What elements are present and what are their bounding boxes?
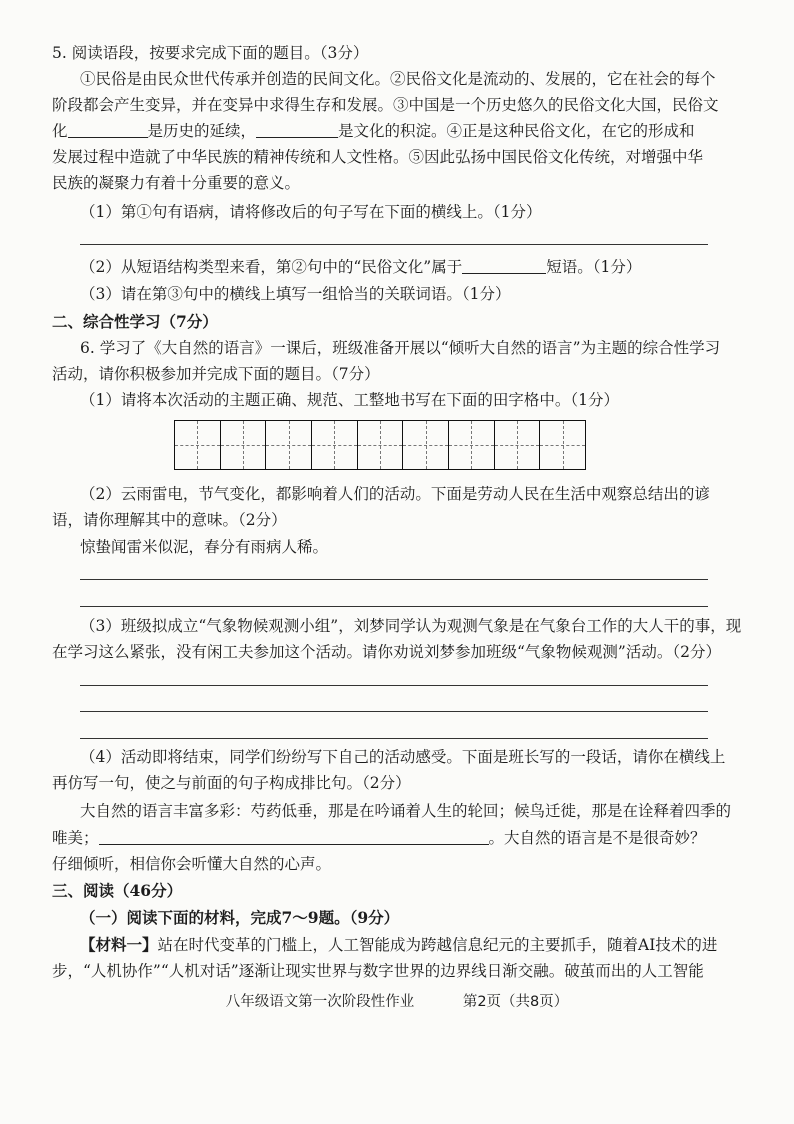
q6-subquestion-2-line-1: （2）云雨雷电，节气变化，都影响着人们的活动。下面是劳动人民在生活中观察总结出的谚 [80,485,710,503]
q6-subquestion-4-line-1: （4）活动即将结束，同学们纷纷写下自己的活动感受。下面是班长写的一段话，请你在横线上 [80,748,726,766]
tianzige-grid[interactable] [174,420,586,470]
q5-passage-text: 是文化的积淀。④正是这种民俗文化，在它的形成和 [338,122,695,140]
q6-subquestion-4-line-2: 再仿写一句，使之与前面的句子构成排比句。（2分） [52,774,411,792]
q6-intro-line-1: 6. 学习了《大自然的语言》一课后，班级准备开展以“倾听大自然的语言”为主题的综合性学习 [80,339,721,357]
proverb-text: 惊蛰闻雷米似泥，春分有雨病人稀。 [80,538,329,556]
q5-passage-line-5: 民族的凝聚力有着十分重要的意义。 [52,174,301,192]
q6-intro-line-2: 活动，请你积极参加并完成下面的题目。（7分） [52,365,380,383]
imitation-paragraph-line-1: 大自然的语言丰富多彩：芍药低垂，那是在吟诵着人生的轮回；候鸟迁徙，那是在诠释着四季的 [80,802,732,820]
q5-passage-line-3 [52,120,712,142]
q6-subquestion-3-line-2: 在学习这么紧张，没有闲工夫参加这个活动。请你劝说刘梦参加班级“气象物候观测”活动。（2分） [52,643,721,661]
q5-passage-line-2: 阶段都会产生变异，并在变异中求得生存和发展。③中国是一个历史悠久的民俗文化大国，民俗文 [52,96,719,114]
q5-blank-3[interactable] [462,257,546,274]
material-1-line-2: 步，“人机协作”“人机对话”逐渐让现实世界与数字世界的边界线日渐交融。破茧而出的人工智能 [52,962,704,980]
tianzige-cell[interactable] [175,421,221,469]
q6-subquestion-1: （1）请将本次活动的主题正确、规范、工整地书写在下面的田字格中。（1分） [80,391,619,409]
tianzige-cell[interactable] [312,421,358,469]
footer-page-number: 第2页（共8页） [462,994,569,1010]
section-heading: 三、阅读（46分） [52,881,183,900]
q5-subquestion-2-text: 短语。（1分） [546,258,642,276]
answer-line[interactable] [80,738,708,739]
imitation-paragraph-line-3: 仔细倾听，相信你会听懂大自然的心声。 [52,855,332,873]
q5-title: 5. 阅读语段，按要求完成下面的题目。（3分） [52,44,369,62]
tianzige-cell[interactable] [266,421,312,469]
q5-blank-1[interactable] [68,121,148,138]
imitation-blank[interactable] [99,828,489,845]
material-1-line-1 [80,934,740,956]
imitation-paragraph-line-2 [52,827,712,849]
material-1-label: 【材料一】 [80,935,158,954]
q5-subquestion-3: （3）请在第③句中的横线上填写一组恰当的关联词语。（1分） [80,285,511,303]
q5-passage-line-4: 发展过程中造就了中华民族的精神传统和人文性格。⑤因此弘扬中国民俗文化传统，对增强中华 [52,148,704,166]
page-footer [0,990,794,1011]
q5-passage-text: 是历史的延续， [147,122,257,140]
answer-line[interactable] [80,606,708,607]
answer-line[interactable] [80,685,708,686]
tianzige-cell[interactable] [403,421,449,469]
q5-subquestion-2-text: （2）从短语结构类型来看，第②句中的“民俗文化”属于 [80,258,463,276]
tianzige-cell[interactable] [221,421,267,469]
section-heading: 二、综合性学习（7分） [52,312,218,331]
reading-subsection-title: （一）阅读下面的材料，完成7～9题。（9分） [80,908,400,927]
tianzige-cell[interactable] [358,421,404,469]
q6-subquestion-3-line-1: （3）班级拟成立“气象物候观测小组”，刘梦同学认为观测气象是在气象台工作的大人干的事，现 [80,617,742,635]
footer-exam-title: 八年级语文第一次阶段性作业 [225,994,415,1010]
answer-line[interactable] [80,244,708,245]
answer-line[interactable] [80,711,708,712]
tianzige-cell[interactable] [449,421,495,469]
q6-subquestion-2-line-2: 语，请你理解其中的意味。（2分） [52,511,287,529]
answer-line[interactable] [80,579,708,580]
tianzige-cell[interactable] [495,421,541,469]
imitation-paragraph-text: 唯美； [52,829,99,847]
q5-subquestion-1: （1）第①句有语病，请将修改后的句子写在下面的横线上。（1分） [80,203,542,221]
q5-passage-line-1: ①民俗是由民众世代传承并创造的民间文化。②民俗文化是流动的、发展的，它在社会的每个 [80,70,716,88]
imitation-paragraph-text: 。大自然的语言是不是很奇妙？ [488,829,706,847]
material-1-text: 站在时代变革的门槛上，人工智能成为跨越信息纪元的主要抓手，随着AI技术的进 [157,936,718,954]
q5-blank-2[interactable] [256,121,338,138]
q5-subquestion-2 [80,256,740,278]
tianzige-cell[interactable] [540,421,585,469]
q5-passage-text: 化 [52,122,68,140]
